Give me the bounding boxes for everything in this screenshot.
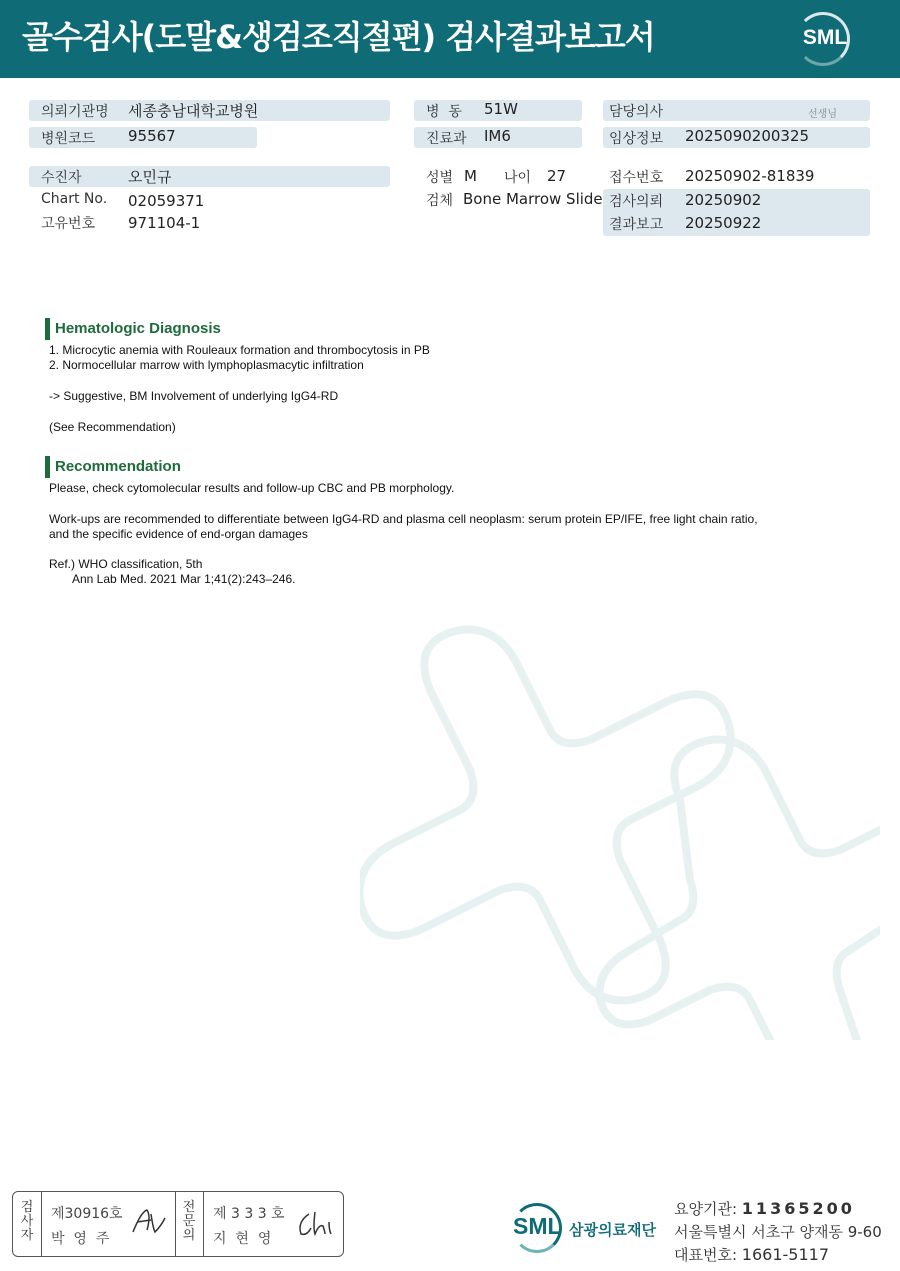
recommendation-line: Please, check cytomolecular results and follow-up CBC and PB morphology. <box>49 481 455 495</box>
clinical-value: 2025090200325 <box>685 127 810 145</box>
address: 서울특별시 서초구 양재동 9-60 <box>674 1223 882 1241</box>
specialist-name: 지 현 영 <box>213 1231 272 1247</box>
unique-id-label: 고유번호 <box>41 216 96 232</box>
examiner-name: 박 영 주 <box>51 1231 110 1247</box>
chart-no-label: Chart No. <box>41 191 108 207</box>
sex-value: M <box>464 167 477 185</box>
receipt-value: 20250902-81839 <box>685 167 815 185</box>
divider <box>203 1192 204 1256</box>
watermark-cross-icon <box>360 540 880 1040</box>
dept-value: IM6 <box>484 127 511 145</box>
institution-value: 세종충남대학교병원 <box>128 102 259 120</box>
diagnosis-line: 2. Normocellular marrow with lymphoplasmacytic infiltration <box>49 358 364 372</box>
unique-id-value: 971104-1 <box>128 214 201 232</box>
examiner-signature-icon <box>129 1206 169 1238</box>
sml-footer-logo-text: SML <box>513 1213 562 1239</box>
specialist-number: 제 3 3 3 호 <box>213 1206 285 1222</box>
examiner-col-label: 검 사 자 <box>20 1200 34 1243</box>
divider <box>41 1192 42 1256</box>
report-date-label: 결과보고 <box>609 217 664 233</box>
doctor-label: 담당의사 <box>609 104 664 120</box>
diagnosis-line: (See Recommendation) <box>49 420 176 434</box>
recommendation-line: and the specific evidence of end-organ damages <box>49 527 308 541</box>
specimen-value: Bone Marrow Slide <box>463 190 603 208</box>
clinical-label: 임상정보 <box>609 131 664 147</box>
signature-box <box>12 1191 344 1257</box>
organization-name: 삼광의료재단 <box>569 1221 656 1239</box>
doctor-suffix: 선생님 <box>808 109 837 120</box>
ward-value: 51W <box>484 100 518 118</box>
patient-name-row-bg <box>29 166 390 187</box>
sex-label: 성별 <box>426 170 454 186</box>
report-title: 골수검사(도말&생검조직절편) 검사결과보고서 <box>22 18 655 56</box>
age-value: 27 <box>547 167 567 185</box>
institution-code: 요양기관: 11365200 <box>674 1199 855 1218</box>
institution-label: 의뢰기관명 <box>41 104 109 120</box>
diagnosis-line: -> Suggestive, BM Involvement of underlying IgG4-RD <box>49 389 339 403</box>
chart-no-value: 02059371 <box>128 192 205 210</box>
examiner-number: 제30916호 <box>51 1206 123 1222</box>
age-label: 나이 <box>504 170 532 186</box>
patient-name-label: 수진자 <box>41 170 82 186</box>
hospital-code-value: 95567 <box>128 127 176 145</box>
report-header <box>0 0 900 78</box>
receipt-label: 접수번호 <box>609 170 664 186</box>
phone: 대표번호: 1661-5117 <box>674 1245 830 1264</box>
diagnosis-line: 1. Microcytic anemia with Rouleaux formation and thrombocytosis in PB <box>49 343 430 357</box>
recommendation-line: Ref.) WHO classification, 5th <box>49 557 203 571</box>
diagnosis-heading: Hematologic Diagnosis <box>45 318 221 340</box>
hospital-code-label: 병원코드 <box>41 131 96 147</box>
divider <box>175 1192 176 1256</box>
recommendation-line: Ann Lab Med. 2021 Mar 1;41(2):243–246. <box>72 572 296 586</box>
specialist-signature-icon <box>295 1208 339 1240</box>
recommendation-line: Work-ups are recommended to differentiate between IgG4-RD and plasma cell neoplasm: serum protein EP/IFE, free light chain ratio, <box>49 512 758 526</box>
specimen-label: 검체 <box>426 193 454 209</box>
request-value: 20250902 <box>685 191 762 209</box>
dept-label: 진료과 <box>426 131 467 147</box>
sml-logo-text: SML <box>802 26 848 49</box>
report-date-value: 20250922 <box>685 214 762 232</box>
ward-label: 병 동 <box>426 104 462 120</box>
recommendation-heading: Recommendation <box>45 456 181 478</box>
specialist-col-label: 전 문 의 <box>182 1200 196 1243</box>
patient-name-value: 오민규 <box>128 168 172 186</box>
request-label: 검사의뢰 <box>609 194 664 210</box>
